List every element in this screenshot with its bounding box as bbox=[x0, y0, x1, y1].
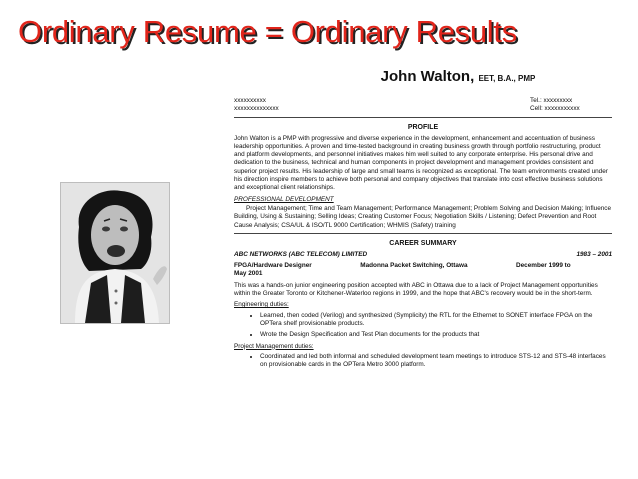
list-item: • Wrote the Design Specification and Test Plan documents for the products that bbox=[260, 331, 612, 339]
list-item: • Learned, then coded (Verilog) and synthesized (Symplicity) the RTL for the Ethernet to SONET interface FPGA on the OPTera shelf provisionable products. bbox=[260, 312, 612, 329]
resume-name-line bbox=[304, 68, 612, 88]
role-row bbox=[234, 262, 612, 270]
career-heading: CAREER SUMMARY bbox=[389, 239, 457, 247]
resume-document bbox=[234, 68, 612, 476]
role-title: FPGA/Hardware Designer bbox=[234, 262, 312, 270]
pm-duties-heading: Project Management duties: bbox=[234, 342, 314, 350]
address-line-2: xxxxxxxxxxxxxx bbox=[234, 105, 279, 113]
slide-title: Ordinary Resume = Ordinary Results bbox=[18, 14, 517, 49]
company-dates: 1983 – 2001 bbox=[576, 250, 612, 258]
tel-line: Tel.: xxxxxxxxx bbox=[530, 97, 573, 104]
profile-text: John Walton is a PMP with progressive and diverse experience in the development, enhancement and accentuation of business leadership opportunities. A proven and time-tested background in creating business growth through portfolio restructuring, product and platform developments, and personnel initiatives makes him well suited to any corporate enterprise. His personal drive and dedication to the business, technical and human components in project development and management provides consistent and superior project results. His leadership of large and small teams is recognized as exceptional. The team environments created under his direction inspire members to achieve both personal and company objectives that translate into cost effective business solutions and exceptional client relationships. bbox=[234, 134, 608, 192]
divider bbox=[234, 117, 612, 118]
resume-name: John Walton, bbox=[380, 68, 475, 85]
contact-info bbox=[234, 97, 612, 114]
cell-line: Cell: xxxxxxxxxxx bbox=[530, 105, 580, 113]
company-name: ABC NETWORKS (ABC TELECOM) LIMITED bbox=[234, 250, 368, 258]
role-dates: December 1999 to bbox=[516, 262, 571, 270]
role-dates-end: May 2001 bbox=[234, 270, 263, 278]
list-item: • Coordinated and led both informal and scheduled development team meetings to introduce STS-12 and STS-48 interfaces on provisionable cards in the OPTera Metro 3000 platform. bbox=[260, 353, 612, 370]
role-location: Madonna Packet Switching, Ottawa bbox=[360, 262, 468, 270]
role-description: This was a hands-on junior engineering position accepted with ABC in Ottawa due to a lack of Project Management opportunities within the Greater Toronto or Kitchener-Waterloo regions in 1999, and the hope that ABC's recovery would be in the short-term. bbox=[234, 281, 598, 298]
company-row bbox=[234, 251, 612, 259]
person-photo bbox=[60, 182, 170, 324]
prof-dev-heading: PROFESSIONAL DEVELOPMENT bbox=[234, 195, 334, 203]
resume-credentials: EET, B.A., PMP bbox=[478, 74, 536, 83]
divider bbox=[234, 233, 612, 234]
contact-address bbox=[234, 97, 279, 114]
engineering-duties-list bbox=[234, 312, 612, 340]
address-line-1: xxxxxxxxxx bbox=[234, 97, 266, 104]
prof-dev-text: Project Management; Time and Team Management; Performance Management; Problem Solving and Decision Making; Influence Building, Using & Sustaining; Selling Ideas; Creating Customer Focus; Negotiation Skills / Listening; Defect Prevention and Root Cause Analysis; CSA/UL & ISO/TL 9000 Certification; WHMIS (Safety) training bbox=[234, 204, 612, 229]
contact-phones bbox=[530, 97, 612, 114]
pm-duties-list bbox=[234, 353, 612, 370]
woman-photo-image bbox=[61, 183, 169, 323]
profile-heading: PROFILE bbox=[407, 123, 439, 131]
engineering-duties-heading: Engineering duties: bbox=[234, 301, 289, 309]
